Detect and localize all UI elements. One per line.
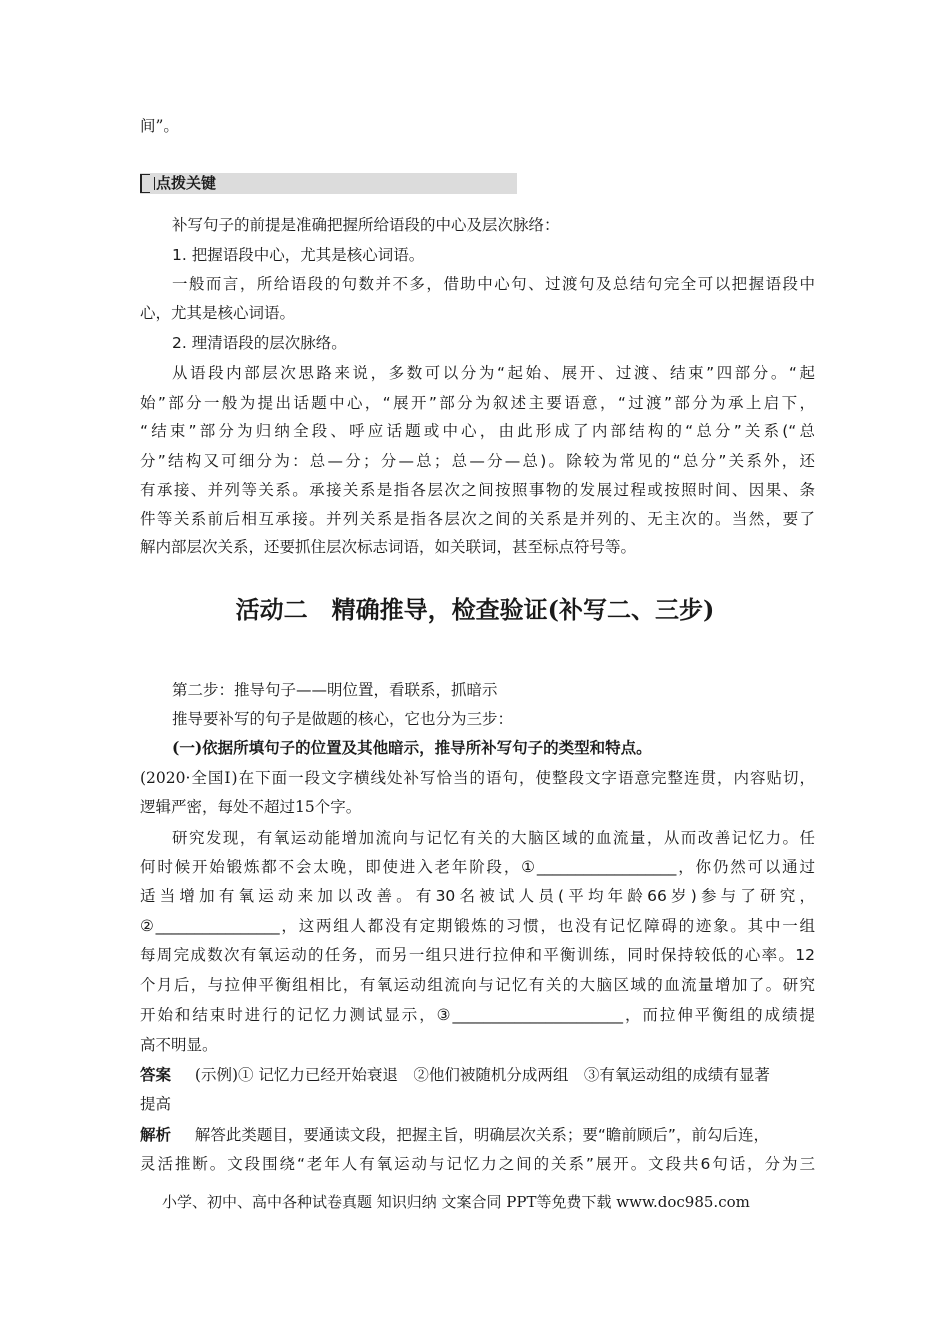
step-2-heading: 第二步：推导句子——明位置，看联系，抓暗示 (172, 681, 498, 699)
passage-line: 适当增加有氧运动来加以改善。有30名被试人员(平均年龄66岁)参与了研究， (140, 887, 815, 905)
analysis-line (140, 1125, 815, 1145)
point-1-text-line: 心，尤其是核心词语。 (140, 304, 296, 322)
point-2-text-line: 有承接、并列等关系。承接关系是指各层次之间按照事物的发展过程或按照时间、因果、条 (140, 481, 815, 499)
activity-title: 活动二 精确推导，检查验证(补写二、三步) (235, 595, 715, 624)
sub-step-1-heading: (一)依据所填句子的位置及其他暗示，推导所补写句子的类型和特点。 (172, 738, 652, 757)
question-prompt-line: (2020·全国Ⅰ)在下面一段文字横线处补写恰当的语句，使整段文字语意完整连贯，内容贴切， (140, 769, 815, 787)
point-1-text-line: 一般而言，所给语段的句数并不多，借助中心句、过渡句及总结句完全可以把握语段中 (172, 275, 815, 293)
point-2-text-line: 件等关系前后相互承接。并列关系是指各层次之间的关系是并列的、无主次的。当然，要了 (140, 510, 815, 528)
page-footer: 小学、初中、高中各种试卷真题 知识归纳 文案合同 PPT等免费下载 www.doc985.com (162, 1193, 750, 1211)
analysis-label: 解析 (140, 1126, 172, 1144)
answer-label: 答案 (140, 1066, 172, 1084)
point-2-text-line: 始”部分一般为提出话题中心，“展开”部分为叙述主要语意，“过渡”部分为承上启下， (140, 394, 815, 412)
answer-line (140, 1065, 815, 1085)
point-1-heading: 1. 把握语段中心，尤其是核心词语。 (172, 246, 425, 264)
question-prompt-line: 逻辑严密，每处不超过15个字。 (140, 798, 362, 816)
point-2-text-line: 分”结构又可细分为：总—分；分—总；总—分—总)。除较为常见的“总分”关系外，还 (140, 452, 815, 470)
analysis-line-continued: 灵活推断。文段围绕“老年人有氧运动与记忆力之间的关系”展开。文段共6句话，分为三 (140, 1155, 815, 1173)
answer-text: (示例)① 记忆力已经开始衰退 ②他们被随机分成两组 ③有氧运动组的成绩有显著 (194, 1066, 770, 1084)
passage-line: 个月后，与拉伸平衡组相比，有氧运动组流向与记忆有关的大脑区域的血流量增加了。研究 (140, 976, 815, 994)
analysis-text: 解答此类题目，要通读文段，把握主旨，明确层次关系；要“瞻前顾后”，前勾后连， (194, 1126, 769, 1144)
continued-text-line: 间”。 (140, 117, 179, 135)
bracket-marker-icon (140, 174, 150, 193)
passage-line: 每周完成数次有氧运动的任务，而另一组只进行拉伸和平衡训练，同时保持较低的心率。12 (140, 946, 815, 964)
answer-line-continued: 提高 (140, 1095, 172, 1113)
passage-line: ②________________，这两组人都没有定期锻炼的习惯，也没有记忆障碍的迹象。其中一组 (140, 917, 815, 935)
key-points-label: 点拨关键 (156, 174, 217, 192)
point-2-text-line: 解内部层次关系，还要抓住层次标志词语，如关联词，甚至标点符号等。 (140, 538, 637, 556)
point-2-text-line: 从语段内部层次思路来说，多数可以分为“起始、展开、过渡、结束”四部分。“起 (172, 364, 815, 382)
step-2-description: 推导要补写的句子是做题的核心，它也分为三步： (172, 710, 514, 728)
key-intro: 补写句子的前提是准确把握所给语段的中心及层次脉络： (172, 216, 560, 234)
key-points-header-bar (140, 173, 517, 194)
point-2-heading: 2. 理清语段的层次脉络。 (172, 334, 347, 352)
passage-line: 何时候开始锻炼都不会太晚，即使进入老年阶段，①__________________，你仍然可以通过 (140, 858, 815, 876)
passage-line: 高不明显。 (140, 1036, 218, 1054)
passage-line: 研究发现，有氧运动能增加流向与记忆有关的大脑区域的血流量，从而改善记忆力。任 (172, 829, 815, 847)
passage-line: 开始和结束时进行的记忆力测试显示，③______________________，而拉伸平衡组的成绩提 (140, 1006, 815, 1024)
point-2-text-line: “结束”部分为归纳全段、呼应话题或中心，由此形成了内部结构的“总分”关系(“总 (140, 422, 815, 440)
